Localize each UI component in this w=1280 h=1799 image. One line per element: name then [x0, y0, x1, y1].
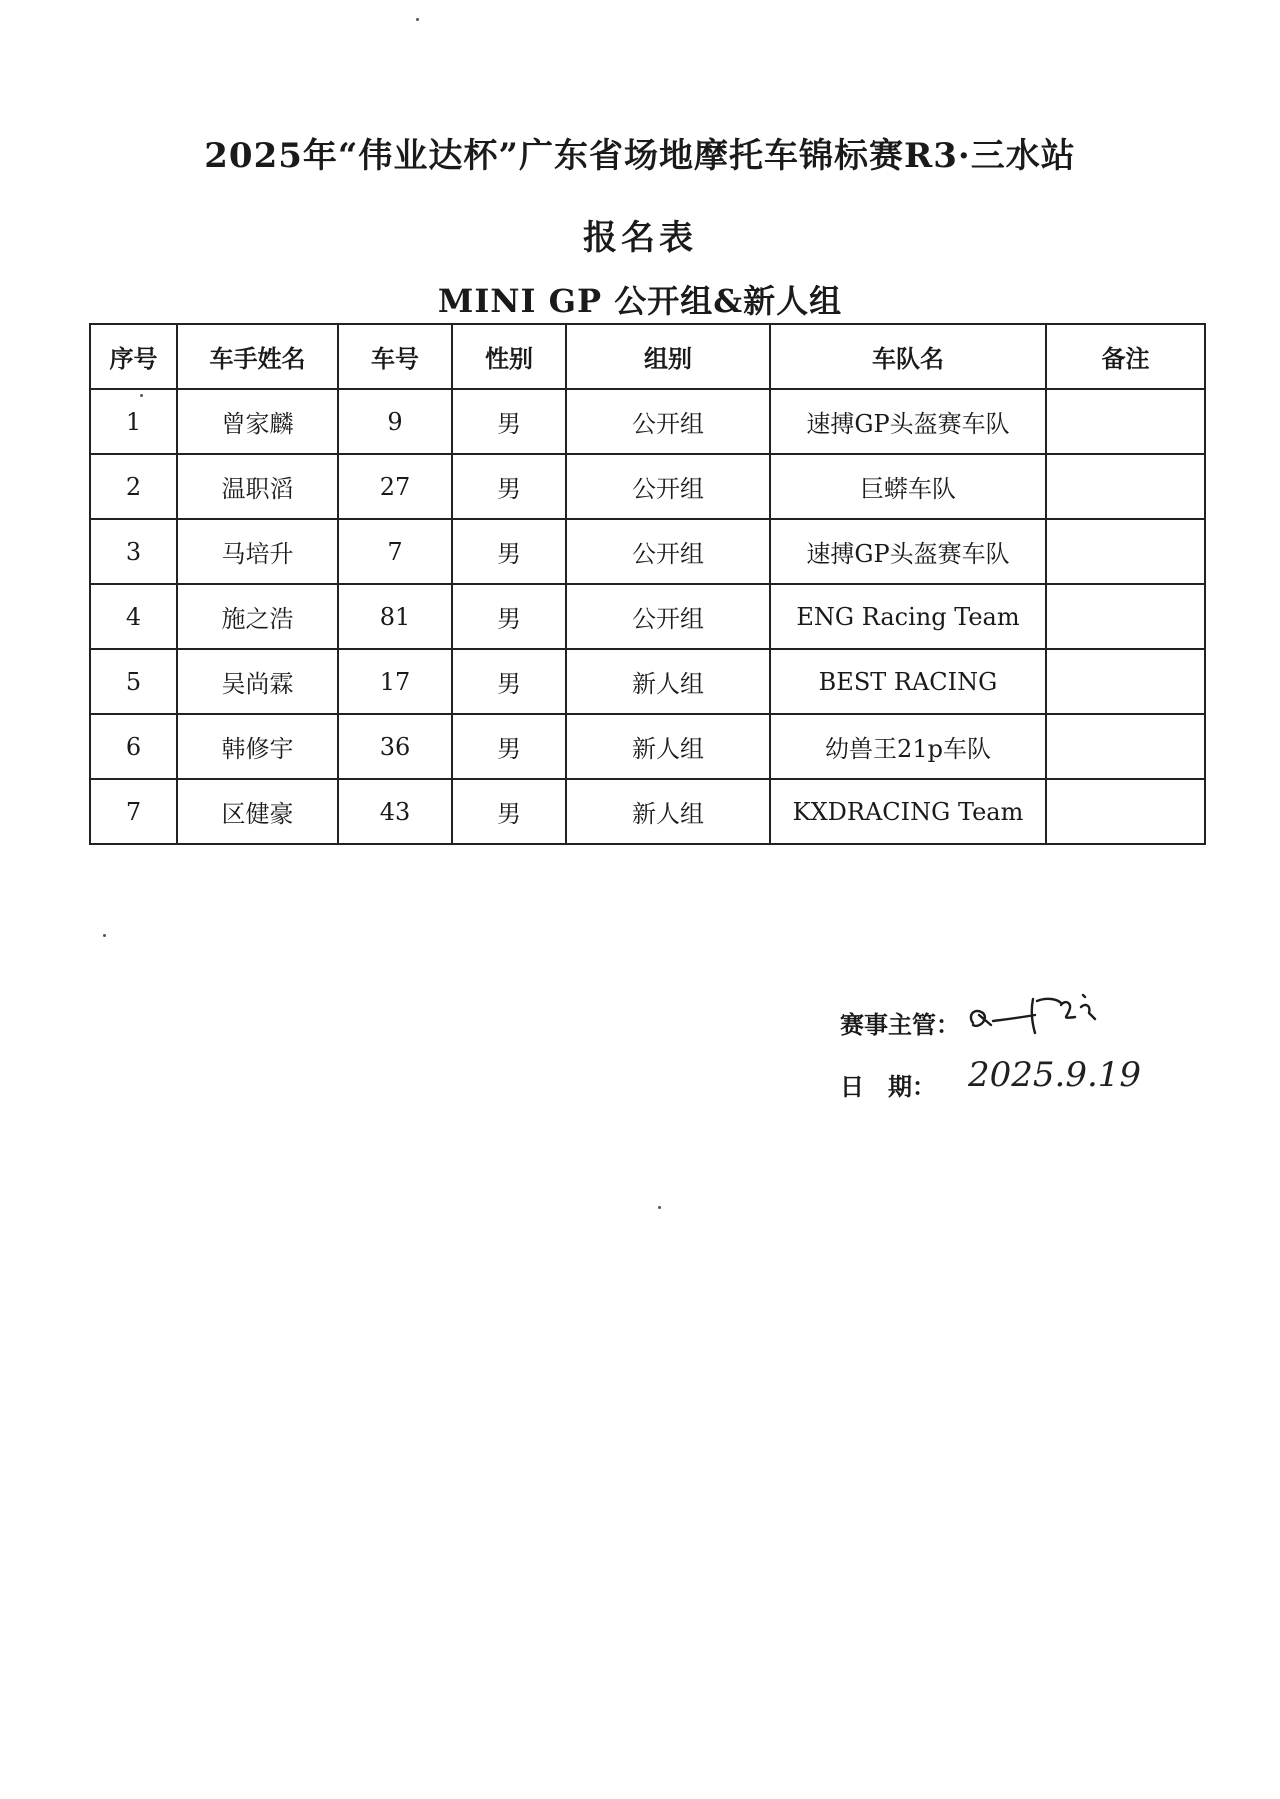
- cell-team: 巨蟒车队: [770, 454, 1046, 519]
- column-header-name: 车手姓名: [177, 324, 338, 389]
- category-heading: MINI GP 公开组&新人组: [437, 282, 843, 320]
- document-subtitle: 报名表: [583, 218, 697, 258]
- cell-note: [1046, 779, 1205, 844]
- cell-group: 新人组: [566, 714, 770, 779]
- cell-gender: 男: [452, 454, 566, 519]
- date-label: 日 期：: [840, 1073, 936, 1101]
- table-row: [90, 519, 1205, 584]
- cell-name: 施之浩: [177, 584, 338, 649]
- cell-note: [1046, 714, 1205, 779]
- column-header-gender: 性别: [452, 324, 566, 389]
- cell-group: 新人组: [566, 649, 770, 714]
- signature-block: [840, 985, 1240, 1115]
- registration-table: [89, 323, 1206, 845]
- cell-name: 曾家麟: [177, 389, 338, 454]
- column-header-no: 序号: [90, 324, 177, 389]
- cell-group: 公开组: [566, 519, 770, 584]
- cell-car: 9: [338, 389, 452, 454]
- column-header-group: 组别: [566, 324, 770, 389]
- cell-gender: 男: [452, 779, 566, 844]
- scan-speck: [140, 394, 143, 397]
- cell-name: 马培升: [177, 519, 338, 584]
- cell-note: [1046, 519, 1205, 584]
- cell-car: 36: [338, 714, 452, 779]
- table-row: [90, 454, 1205, 519]
- cell-no: 1: [90, 389, 177, 454]
- cell-car: 27: [338, 454, 452, 519]
- cell-name: 温职滔: [177, 454, 338, 519]
- document-title: 2025年“伟业达杯”广东省场地摩托车锦标赛R3·三水站: [204, 136, 1076, 176]
- cell-no: 5: [90, 649, 177, 714]
- cell-team: 速搏GP头盔赛车队: [770, 519, 1046, 584]
- cell-no: 4: [90, 584, 177, 649]
- cell-note: [1046, 584, 1205, 649]
- cell-group: 新人组: [566, 779, 770, 844]
- table-row: [90, 779, 1205, 844]
- scan-speck: [658, 1206, 661, 1209]
- cell-name: 韩修宇: [177, 714, 338, 779]
- cell-group: 公开组: [566, 389, 770, 454]
- column-header-note: 备注: [1046, 324, 1205, 389]
- cell-note: [1046, 389, 1205, 454]
- supervisor-label: 赛事主管：: [840, 1011, 960, 1039]
- cell-group: 公开组: [566, 584, 770, 649]
- table-row: [90, 584, 1205, 649]
- cell-no: 3: [90, 519, 177, 584]
- cell-gender: 男: [452, 649, 566, 714]
- cell-car: 81: [338, 584, 452, 649]
- cell-gender: 男: [452, 519, 566, 584]
- table-header-row: [90, 324, 1205, 389]
- cell-car: 17: [338, 649, 452, 714]
- column-header-team: 车队名: [770, 324, 1046, 389]
- cell-team: BEST RACING: [770, 649, 1046, 714]
- cell-team: ENG Racing Team: [770, 584, 1046, 649]
- cell-gender: 男: [452, 389, 566, 454]
- cell-car: 7: [338, 519, 452, 584]
- cell-team: 幼兽王21p车队: [770, 714, 1046, 779]
- cell-group: 公开组: [566, 454, 770, 519]
- cell-gender: 男: [452, 714, 566, 779]
- cell-car: 43: [338, 779, 452, 844]
- cell-no: 2: [90, 454, 177, 519]
- table-row: [90, 714, 1205, 779]
- cell-team: KXDRACING Team: [770, 779, 1046, 844]
- table-row: [90, 649, 1205, 714]
- cell-gender: 男: [452, 584, 566, 649]
- cell-name: 吴尚霖: [177, 649, 338, 714]
- column-header-car: 车号: [338, 324, 452, 389]
- scan-speck: [103, 934, 106, 937]
- cell-note: [1046, 649, 1205, 714]
- cell-name: 区健豪: [177, 779, 338, 844]
- handwritten-date: 2025.9.19: [968, 1055, 1142, 1095]
- table-row: [90, 389, 1205, 454]
- cell-no: 7: [90, 779, 177, 844]
- cell-no: 6: [90, 714, 177, 779]
- scan-speck: [416, 18, 419, 21]
- handwritten-signature: [965, 985, 1135, 1045]
- cell-team: 速搏GP头盔赛车队: [770, 389, 1046, 454]
- cell-note: [1046, 454, 1205, 519]
